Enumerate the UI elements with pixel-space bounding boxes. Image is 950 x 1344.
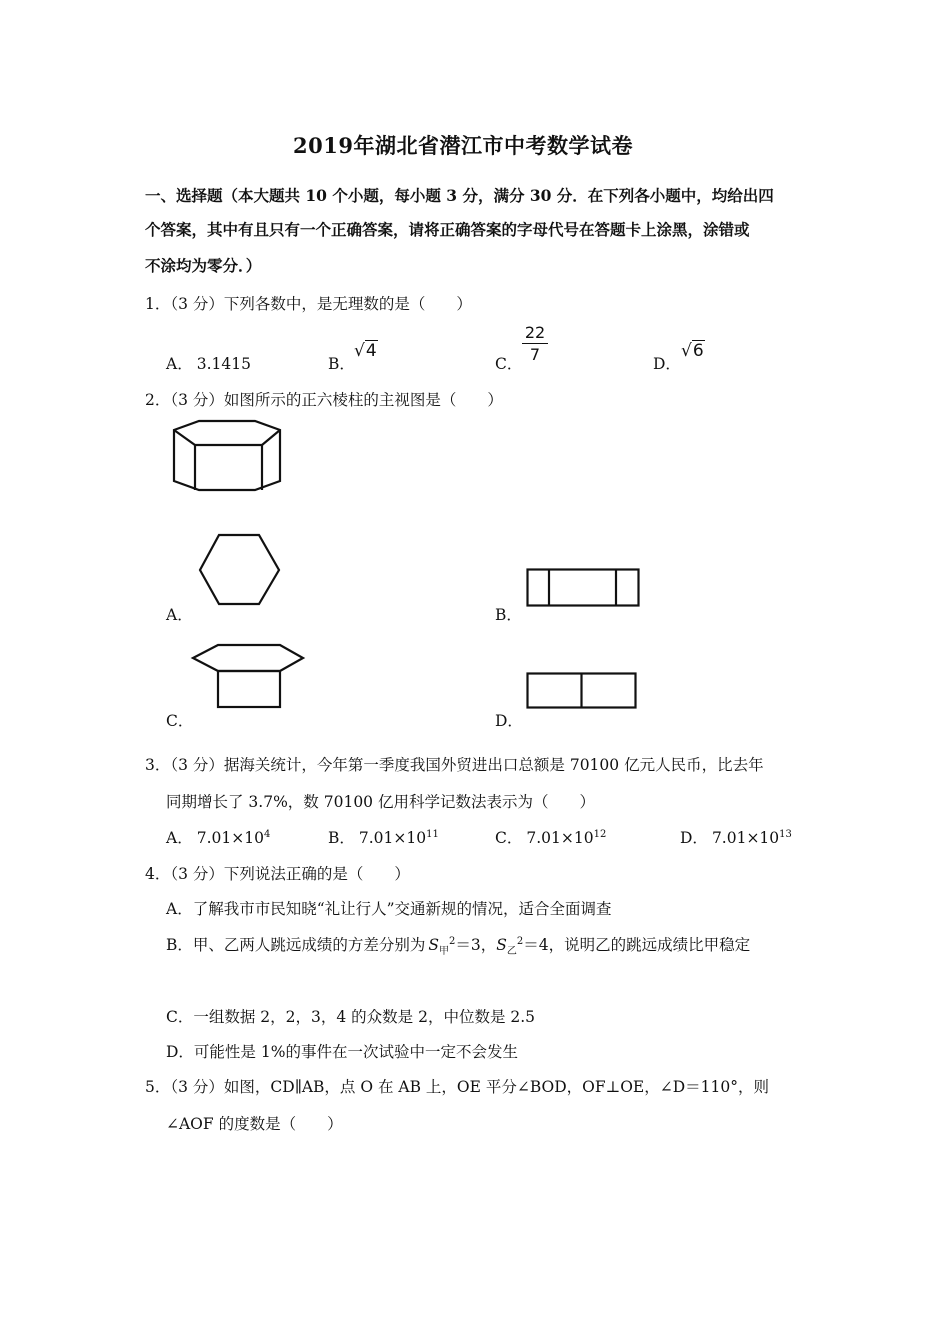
- q2-option-d-rectangles: [526, 672, 638, 710]
- q1-option-c-numerator: 22: [524, 323, 546, 342]
- q2-option-b-rectangles: [526, 568, 640, 608]
- q1-option-a-label: A．: [166, 355, 193, 373]
- q1-option-c-fraction: [522, 323, 548, 364]
- q1-option-b-radicand: 4: [365, 341, 377, 361]
- q1-option-d-radicand: 6: [692, 341, 704, 361]
- q4-option-b-suffix: ＝4，说明乙的跳远成绩比甲稳定: [523, 936, 751, 954]
- q4-option-b-prefix: B．甲、乙两人跳远成绩的方差分别为: [166, 936, 426, 954]
- q4-option-c: C．一组数据 2，2，3，4 的众数是 2，中位数是 2.5: [166, 1008, 536, 1026]
- q3-option-a-base: 7.01×10: [196, 829, 264, 847]
- q3-option-b-label: B．: [328, 829, 355, 847]
- question-5-stem-line-1: 5．（3 分）如图，CD∥AB，点 O 在 AB 上，OE 平分∠BOD，OF⊥OE，∠D＝110°，则: [145, 1078, 769, 1096]
- q2-option-d-label: D．: [495, 712, 523, 730]
- q1-option-b-label: B．: [328, 355, 355, 373]
- q2-option-a-hexagon: [198, 533, 282, 605]
- q3-option-a-exponent: 4: [263, 828, 271, 840]
- question-3-stem-line-1: 3．（3 分）据海关统计，今年第一季度我国外贸进出口总额是 70100 亿元人民币，比去年: [145, 756, 764, 774]
- question-3-stem-line-2: 同期增长了 3.7%，数 70100 亿用科学记数法表示为（ ）: [166, 793, 595, 811]
- question-1-stem: 1．（3 分）下列各数中，是无理数的是（ ）: [145, 295, 472, 313]
- q1-option-b-sqrt: √4: [354, 341, 377, 361]
- fraction-bar: [522, 343, 548, 344]
- q3-option-d-base: 7.01×10: [711, 829, 780, 847]
- q2-option-c-label: C．: [166, 712, 194, 730]
- page-title: 2019年湖北省潜江市中考数学试卷: [293, 133, 633, 158]
- q1-option-c-denominator: 7: [529, 345, 541, 364]
- q4-subscript-yi: 乙: [506, 946, 517, 958]
- q3-option-c-base: 7.01×10: [526, 829, 594, 847]
- q3-option-d-label: D．: [680, 829, 708, 847]
- section-heading-line-3: 不涂均为零分．）: [145, 256, 262, 275]
- q4-option-b-middle: ＝3，: [455, 936, 497, 954]
- q2-option-c-house-shape: [190, 642, 306, 710]
- question-4-stem: 4．（3 分）下列说法正确的是（ ）: [145, 865, 410, 883]
- q4-option-b: [166, 933, 751, 958]
- q4-superscript-2: 2: [516, 935, 524, 947]
- q4-option-d: D．可能性是 1%的事件在一次试验中一定不会发生: [166, 1043, 518, 1061]
- q3-option-b-base: 7.01×10: [358, 829, 427, 847]
- section-heading-line-1: 一、选择题（本大题共 10 个小题，每小题 3 分，满分 30 分．在下列各小题中，均给出四: [145, 186, 774, 205]
- q4-option-a: A．了解我市市民知晓“礼让行人”交通新规的情况，适合全面调查: [166, 900, 612, 918]
- q1-option-d-label: D．: [653, 355, 681, 373]
- q3-option-d-exponent: 13: [779, 828, 792, 840]
- q4-variance-symbol-1: S: [428, 936, 440, 954]
- q3-option-a-label: A．: [166, 829, 193, 847]
- q2-option-b-label: B．: [495, 606, 522, 624]
- q3-option-d: [680, 826, 792, 848]
- q1-option-c-label: C．: [495, 355, 523, 373]
- q3-option-b-exponent: 11: [426, 828, 439, 840]
- q4-subscript-jia: 甲: [439, 946, 450, 958]
- q2-option-a-label: A．: [166, 606, 193, 624]
- q3-option-c: [495, 826, 606, 848]
- q3-option-a: [166, 826, 270, 848]
- hexagonal-prism-figure: [165, 418, 290, 498]
- q3-option-b: [328, 826, 439, 848]
- section-heading-line-2: 个答案，其中有且只有一个正确答案，请将正确答案的字母代号在答题卡上涂黑，涂错或: [145, 220, 750, 239]
- q1-option-d-sqrt: √6: [681, 341, 704, 361]
- q4-superscript-1: 2: [449, 935, 456, 947]
- q3-option-c-label: C．: [495, 829, 523, 847]
- q3-option-c-exponent: 12: [593, 828, 607, 840]
- q4-variance-symbol-2: S: [496, 936, 507, 954]
- q1-option-a: [166, 352, 251, 374]
- question-2-stem: 2．（3 分）如图所示的正六棱柱的主视图是（ ）: [145, 391, 503, 409]
- q1-option-a-value: 3.1415: [196, 355, 251, 373]
- question-5-stem-line-2: ∠AOF 的度数是（ ）: [166, 1115, 343, 1133]
